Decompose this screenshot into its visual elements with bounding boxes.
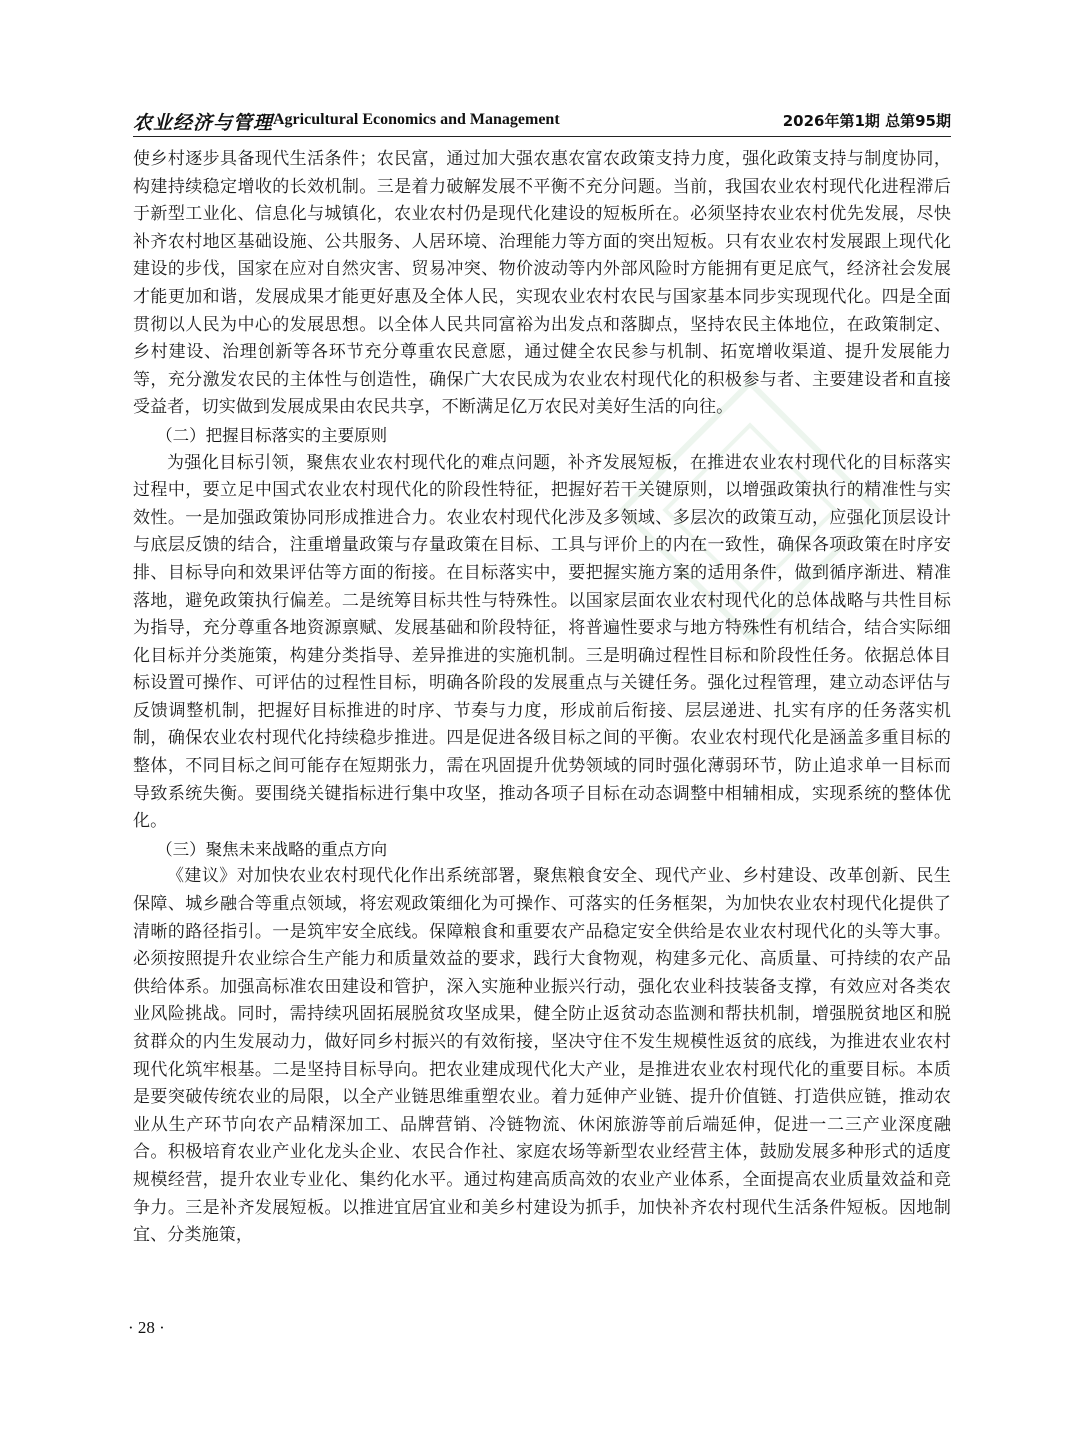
journal-title-cn: 农业经济与管理: [133, 112, 274, 134]
paragraph-2: 为强化目标引领，聚焦农业农村现代化的难点问题，补齐发展短板，在推进农业农村现代化的目标落实过程中，要立足中国式农业农村现代化的阶段性特征，把握好若干关键原则，以增强政策执行的精准性与实效性。一是加强政策协同形成推进合力。农业农村现代化涉及多领域、多层次的政策互动，应强化顶层设计与底层反馈的结合，注重增量政策与存量政策在目标、工具与评价上的内在一致性，确保各项政策在时序安排、目标导向和效果评估等方面的衔接。在目标落实中，要把握实施方案的适用条件，做到循序渐进、精准落地，避免政策执行偏差。二是统筹目标共性与特殊性。以国家层面农业农村现代化的总体战略与共性目标为指导，充分尊重各地资源禀赋、发展基础和阶段特征，将普遍性要求与地方特殊性有机结合，结合实际细化目标并分类施策，构建分类指导、差异推进的实施机制。三是明确过程性目标和阶段性任务。依据总体目标设置可操作、可评估的过程性目标，明确各阶段的发展重点与关键任务。强化过程管理，建立动态评估与反馈调整机制，把握好目标推进的时序、节奏与力度，形成前后衔接、层层递进、扎实有序的任务落实机制，确保农业农村现代化持续稳步推进。四是促进各级目标之间的平衡。农业农村现代化是涵盖多重目标的整体，不同目标之间可能存在短期张力，需在巩固提升优势领域的同时强化薄弱环节，防止追求单一目标而导致系统失衡。要围绕关键指标进行集中攻坚，推动各项子目标在动态调整中相辅相成，实现系统的整体优化。: [133, 452, 951, 832]
paragraph-1: 使乡村逐步具备现代生活条件；农民富，通过加大强农惠农富农政策支持力度，强化政策支持与制度协同，构建持续稳定增收的长效机制。三是着力破解发展不平衡不充分问题。当前，我国农业农村现代化进程滞后于新型工业化、信息化与城镇化，农业农村仍是现代化建设的短板所在。必须坚持农业农村优先发展，尽快补齐农村地区基础设施、公共服务、人居环境、治理能力等方面的突出短板。只有农业农村发展跟上现代化建设的步伐，国家在应对自然灾害、贸易冲突、物价波动等内外部风险时方能拥有更足底气，经济社会发展才能更加和谐，发展成果才能更好惠及全体人民，实现农业农村农民与国家基本同步实现现代化。四是全面贯彻以人民为中心的发展思想。以全体人民共同富裕为出发点和落脚点，坚持农民主体地位，在政策制定、乡村建设、治理创新等各环节充分尊重农民意愿，通过健全农民参与机制、拓宽增收渠道、提升发展能力等，充分激发农民的主体性与创造性，确保广大农民成为农业农村现代化的积极参与者、主要建设者和直接受益者，切实做到发展成果由农民共享，不断满足亿万农民对美好生活的向往。: [133, 149, 951, 418]
section-heading-2: （二）把握目标落实的主要原则: [156, 425, 388, 445]
page-header: [133, 106, 951, 137]
paragraph-3: 《建议》对加快农业农村现代化作出系统部署，聚焦粮食安全、现代产业、乡村建设、改革创新、民生保障、城乡融合等重点领域，将宏观政策细化为可操作、可落实的任务框架，为加快农业农村现代化提供了清晰的路径指引。一是筑牢安全底线。保障粮食和重要农产品稳定安全供给是农业农村现代化的头等大事。必须按照提升农业综合生产能力和质量效益的要求，践行大食物观，构建多元化、高质量、可持续的农产品供给体系。加强高标准农田建设和管护，深入实施种业振兴行动，强化农业科技装备支撑，有效应对各类农业风险挑战。同时，需持续巩固拓展脱贫攻坚成果，健全防止返贫动态监测和帮扶机制，增强脱贫地区和脱贫群众的内生发展动力，做好同乡村振兴的有效衔接，坚决守住不发生规模性返贫的底线，为推进农业农村现代化筑牢根基。二是坚持目标导向。把农业建成现代化大产业，是推进农业农村现代化的重要目标。本质是要突破传统农业的局限，以全产业链思维重塑农业。着力延伸产业链、提升价值链、打造供应链，推动农业从生产环节向农产品精深加工、品牌营销、冷链物流、休闲旅游等前后端延伸，促进一二三产业深度融合。积极培育农业产业化龙头企业、农民合作社、家庭农场等新型农业经营主体，鼓励发展多种形式的适度规模经营，提升农业专业化、集约化水平。通过构建高质高效的农业产业体系，全面提高农业质量效益和竞争力。三是补齐发展短板。以推进宜居宜业和美乡村建设为抓手，加快补齐农村现代生活条件短板。因地制宜、分类施策，: [133, 866, 951, 1246]
page-number: · 28 ·: [128, 1318, 165, 1337]
issue-info: 2026年第1期 总第95期: [782, 112, 951, 130]
section-heading-3: （三）聚焦未来战略的重点方向: [156, 839, 388, 859]
article-body: [133, 146, 951, 1250]
journal-title-en: Agricultural Economics and Management: [273, 111, 560, 128]
